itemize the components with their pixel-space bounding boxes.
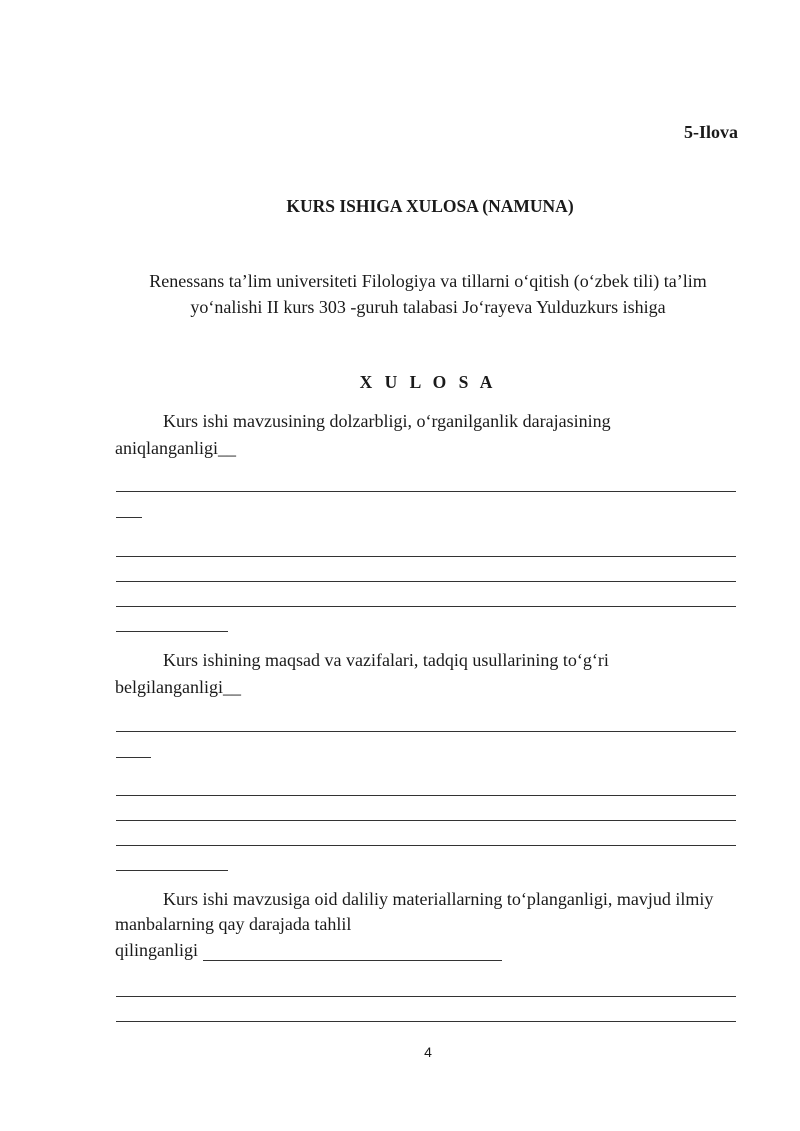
section-1-line-1: Kurs ishi mavzusining dolzarbligi, o‘rganilganlik darajasining — [163, 411, 611, 431]
subtitle-line-1: Renessans ta’lim universiteti Filologiya va tillarni o‘qitish (o‘zbek tili) ta’lim — [149, 271, 707, 291]
section-3-line-3: qilinganligi — [115, 940, 198, 960]
blank-line — [116, 996, 736, 997]
blank-line-short — [116, 870, 228, 871]
blank-line — [116, 845, 736, 846]
blank-line — [116, 1021, 736, 1022]
blank-line — [116, 795, 736, 796]
blank-line — [116, 581, 736, 582]
section-3-line-1: Kurs ishi mavzusiga oid daliliy materiallarning to‘planganligi, mavjud ilmiy — [163, 889, 714, 909]
section-3-line-2: manbalarning qay darajada tahlil — [115, 914, 352, 934]
blank-line-short — [116, 631, 228, 632]
blank-line — [116, 820, 736, 821]
document-title: KURS ISHIGA XULOSA (NAMUNA) — [286, 196, 574, 216]
subtitle-line-2: yo‘nalishi II kurs 303 -guruh talabasi Jo‘rayeva Yulduzkurs ishiga — [190, 297, 666, 317]
page-number: 4 — [424, 1044, 432, 1060]
blank-line-inline — [203, 960, 502, 961]
blank-line — [116, 606, 736, 607]
blank-line-short — [116, 757, 151, 758]
conclusion-heading: X U L O S A — [359, 372, 497, 392]
blank-line — [116, 731, 736, 732]
blank-line-short — [116, 517, 142, 518]
blank-line — [116, 556, 736, 557]
section-2-line-1: Kurs ishining maqsad va vazifalari, tadqiq usullarining to‘g‘ri — [163, 650, 609, 670]
section-2-line-2: belgilanganligi__ — [115, 677, 241, 697]
blank-line — [116, 491, 736, 492]
appendix-label: 5-Ilova — [684, 122, 738, 142]
section-1-line-2: aniqlanganligi__ — [115, 438, 236, 458]
